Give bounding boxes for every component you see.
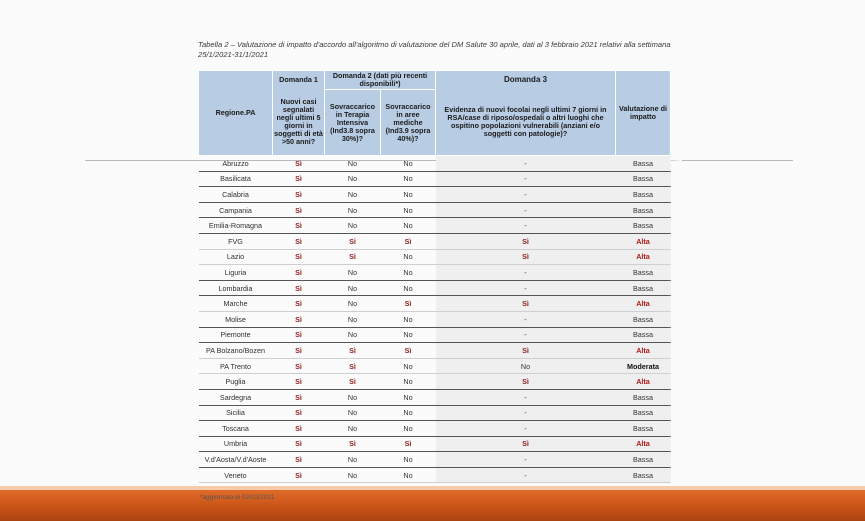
d2a-cell: No bbox=[325, 202, 381, 218]
d2a-cell: No bbox=[325, 311, 381, 327]
d2b-cell: No bbox=[381, 389, 436, 405]
d1-cell: Sì bbox=[273, 327, 325, 343]
d1-cell: Sì bbox=[273, 233, 325, 249]
table-row bbox=[199, 467, 671, 483]
region-cell: Liguria bbox=[199, 265, 273, 281]
region-cell: PA Bolzano/Bozen bbox=[199, 343, 273, 359]
table-row bbox=[199, 156, 671, 172]
d1-cell: Sì bbox=[273, 374, 325, 390]
valutazione-cell: Bassa bbox=[616, 187, 671, 203]
valutazione-cell: Bassa bbox=[616, 327, 671, 343]
d2a-cell: No bbox=[325, 421, 381, 437]
d2a-cell: No bbox=[325, 265, 381, 281]
valutazione-cell: Moderata bbox=[616, 358, 671, 374]
region-cell: PA Trento bbox=[199, 358, 273, 374]
d1-cell: Sì bbox=[273, 389, 325, 405]
region-cell: Emilia-Romagna bbox=[199, 218, 273, 234]
d2b-cell: No bbox=[381, 421, 436, 437]
d3-cell: No bbox=[436, 358, 616, 374]
valutazione-cell: Bassa bbox=[616, 280, 671, 296]
d2b-cell: No bbox=[381, 249, 436, 265]
valutazione-cell: Bassa bbox=[616, 202, 671, 218]
d2a-cell: Sì bbox=[325, 233, 381, 249]
table-row bbox=[199, 452, 671, 468]
d2b-cell: No bbox=[381, 358, 436, 374]
header-d2-title: Domanda 2 (dati più recenti disponibili*) bbox=[325, 71, 436, 90]
d2b-cell: No bbox=[381, 311, 436, 327]
d3-cell: - bbox=[436, 421, 616, 437]
table-body bbox=[199, 156, 671, 483]
table-row bbox=[199, 421, 671, 437]
d2b-cell: No bbox=[381, 202, 436, 218]
d1-cell: Sì bbox=[273, 358, 325, 374]
d1-cell: Sì bbox=[273, 343, 325, 359]
impact-table-wrapper bbox=[198, 70, 670, 483]
d2b-cell: No bbox=[381, 327, 436, 343]
region-cell: Umbria bbox=[199, 436, 273, 452]
d1-cell: Sì bbox=[273, 265, 325, 281]
d2a-cell: No bbox=[325, 187, 381, 203]
d3-cell: - bbox=[436, 218, 616, 234]
valutazione-cell: Bassa bbox=[616, 171, 671, 187]
d2a-cell: No bbox=[325, 296, 381, 312]
d2a-cell: No bbox=[325, 171, 381, 187]
d2b-cell: No bbox=[381, 187, 436, 203]
d1-cell: Sì bbox=[273, 249, 325, 265]
region-cell: Lombardia bbox=[199, 280, 273, 296]
d2a-cell: No bbox=[325, 389, 381, 405]
valutazione-cell: Bassa bbox=[616, 311, 671, 327]
d2a-cell: No bbox=[325, 467, 381, 483]
table-row bbox=[199, 358, 671, 374]
d2a-cell: No bbox=[325, 405, 381, 421]
d1-cell: Sì bbox=[273, 171, 325, 187]
table-row bbox=[199, 405, 671, 421]
header-d2a: Sovraccarico in Terapia Intensiva (Ind3.8 sopra 30%)? bbox=[325, 90, 381, 156]
d2b-cell: No bbox=[381, 156, 436, 172]
valutazione-cell: Bassa bbox=[616, 156, 671, 172]
d2b-cell: Sì bbox=[381, 436, 436, 452]
region-cell: V.d'Aosta/V.d'Aoste bbox=[199, 452, 273, 468]
valutazione-cell: Bassa bbox=[616, 421, 671, 437]
d1-cell: Sì bbox=[273, 156, 325, 172]
d1-cell: Sì bbox=[273, 467, 325, 483]
valutazione-cell: Alta bbox=[616, 249, 671, 265]
table-row bbox=[199, 327, 671, 343]
table-row bbox=[199, 171, 671, 187]
table-row bbox=[199, 233, 671, 249]
d1-cell: Sì bbox=[273, 218, 325, 234]
header-d3-text: Evidenza di nuovi focolai negli ultimi 7 giorni in RSA/case di riposo/ospedali o altri luoghi che ospitino popolazioni vulnerabili (anziani e/o soggetti con patologie)? bbox=[436, 90, 616, 156]
d1-cell: Sì bbox=[273, 280, 325, 296]
d1-cell: Sì bbox=[273, 421, 325, 437]
d2b-cell: No bbox=[381, 452, 436, 468]
d2b-cell: Sì bbox=[381, 343, 436, 359]
d2a-cell: Sì bbox=[325, 358, 381, 374]
header-d2b: Sovraccarico in aree mediche (Ind3.9 sopra 40%)? bbox=[381, 90, 436, 156]
table-row bbox=[199, 374, 671, 390]
d3-cell: Sì bbox=[436, 343, 616, 359]
table-row bbox=[199, 343, 671, 359]
table-row bbox=[199, 436, 671, 452]
valutazione-cell: Bassa bbox=[616, 389, 671, 405]
region-cell: Toscana bbox=[199, 421, 273, 437]
d2a-cell: Sì bbox=[325, 436, 381, 452]
footnote: *aggiornato al 02/02/2021 bbox=[200, 494, 275, 501]
footer-bar bbox=[0, 490, 865, 521]
table-row bbox=[199, 202, 671, 218]
table-row bbox=[199, 265, 671, 281]
table-row bbox=[199, 249, 671, 265]
d1-cell: Sì bbox=[273, 452, 325, 468]
header-d3-title: Domanda 3 bbox=[436, 71, 616, 90]
d2a-cell: No bbox=[325, 218, 381, 234]
region-cell: Campania bbox=[199, 202, 273, 218]
d3-cell: Sì bbox=[436, 374, 616, 390]
d3-cell: - bbox=[436, 327, 616, 343]
valutazione-cell: Alta bbox=[616, 374, 671, 390]
d3-cell: - bbox=[436, 156, 616, 172]
d3-cell: - bbox=[436, 280, 616, 296]
d1-cell: Sì bbox=[273, 436, 325, 452]
region-cell: Puglia bbox=[199, 374, 273, 390]
d3-cell: Sì bbox=[436, 436, 616, 452]
region-cell: Sicilia bbox=[199, 405, 273, 421]
d2b-cell: No bbox=[381, 405, 436, 421]
valutazione-cell: Alta bbox=[616, 436, 671, 452]
valutazione-cell: Bassa bbox=[616, 405, 671, 421]
d2a-cell: Sì bbox=[325, 249, 381, 265]
d2b-cell: Sì bbox=[381, 233, 436, 249]
d3-cell: - bbox=[436, 311, 616, 327]
d2b-cell: No bbox=[381, 467, 436, 483]
d2a-cell: Sì bbox=[325, 343, 381, 359]
table-header bbox=[199, 71, 671, 156]
d3-cell: Sì bbox=[436, 296, 616, 312]
d2b-cell: No bbox=[381, 265, 436, 281]
table-caption: Tabella 2 – Valutazione di impatto d'accordo all'algoritmo di valutazione del DM Salute 30 aprile, dati al 3 febbraio 2021 relativi alla settimana 25/1/2021-31/1/2021 bbox=[198, 40, 671, 59]
region-cell: Marche bbox=[199, 296, 273, 312]
d2b-cell: No bbox=[381, 280, 436, 296]
header-region: Regione.PA bbox=[199, 71, 273, 156]
region-cell: Abruzzo bbox=[199, 156, 273, 172]
d3-cell: - bbox=[436, 452, 616, 468]
d2a-cell: No bbox=[325, 280, 381, 296]
d3-cell: - bbox=[436, 467, 616, 483]
d1-cell: Sì bbox=[273, 311, 325, 327]
table-row bbox=[199, 389, 671, 405]
header-valutazione: Valutazione di impatto bbox=[616, 71, 671, 156]
region-cell: Piemonte bbox=[199, 327, 273, 343]
region-cell: Calabria bbox=[199, 187, 273, 203]
valutazione-cell: Bassa bbox=[616, 265, 671, 281]
d2b-cell: No bbox=[381, 374, 436, 390]
region-cell: Sardegna bbox=[199, 389, 273, 405]
region-cell: Basilicata bbox=[199, 171, 273, 187]
d3-cell: - bbox=[436, 265, 616, 281]
d3-cell: - bbox=[436, 171, 616, 187]
region-cell: Veneto bbox=[199, 467, 273, 483]
table-row bbox=[199, 296, 671, 312]
d2b-cell: No bbox=[381, 218, 436, 234]
valutazione-cell: Bassa bbox=[616, 467, 671, 483]
valutazione-cell: Alta bbox=[616, 296, 671, 312]
valutazione-cell: Bassa bbox=[616, 218, 671, 234]
region-cell: FVG bbox=[199, 233, 273, 249]
header-d1-text: Nuovi casi segnalati negli ultimi 5 giorni in soggetti di età >50 anni? bbox=[273, 90, 325, 156]
d3-cell: - bbox=[436, 187, 616, 203]
d2a-cell: No bbox=[325, 327, 381, 343]
d3-cell: - bbox=[436, 389, 616, 405]
region-cell: Molise bbox=[199, 311, 273, 327]
d3-cell: Sì bbox=[436, 249, 616, 265]
d2a-cell: No bbox=[325, 156, 381, 172]
d3-cell: Sì bbox=[436, 233, 616, 249]
d3-cell: - bbox=[436, 202, 616, 218]
impact-table bbox=[198, 70, 671, 483]
d1-cell: Sì bbox=[273, 202, 325, 218]
d2a-cell: No bbox=[325, 452, 381, 468]
valutazione-cell: Alta bbox=[616, 233, 671, 249]
valutazione-cell: Alta bbox=[616, 343, 671, 359]
d3-cell: - bbox=[436, 405, 616, 421]
region-cell: Lazio bbox=[199, 249, 273, 265]
table-row bbox=[199, 311, 671, 327]
header-d1-title: Domanda 1 bbox=[273, 71, 325, 90]
right-edge-fade bbox=[668, 68, 682, 488]
table-row bbox=[199, 187, 671, 203]
d2b-cell: Sì bbox=[381, 296, 436, 312]
valutazione-cell: Bassa bbox=[616, 452, 671, 468]
table-row bbox=[199, 218, 671, 234]
d2a-cell: Sì bbox=[325, 374, 381, 390]
d1-cell: Sì bbox=[273, 187, 325, 203]
table-row bbox=[199, 280, 671, 296]
d1-cell: Sì bbox=[273, 296, 325, 312]
d1-cell: Sì bbox=[273, 405, 325, 421]
d2b-cell: No bbox=[381, 171, 436, 187]
